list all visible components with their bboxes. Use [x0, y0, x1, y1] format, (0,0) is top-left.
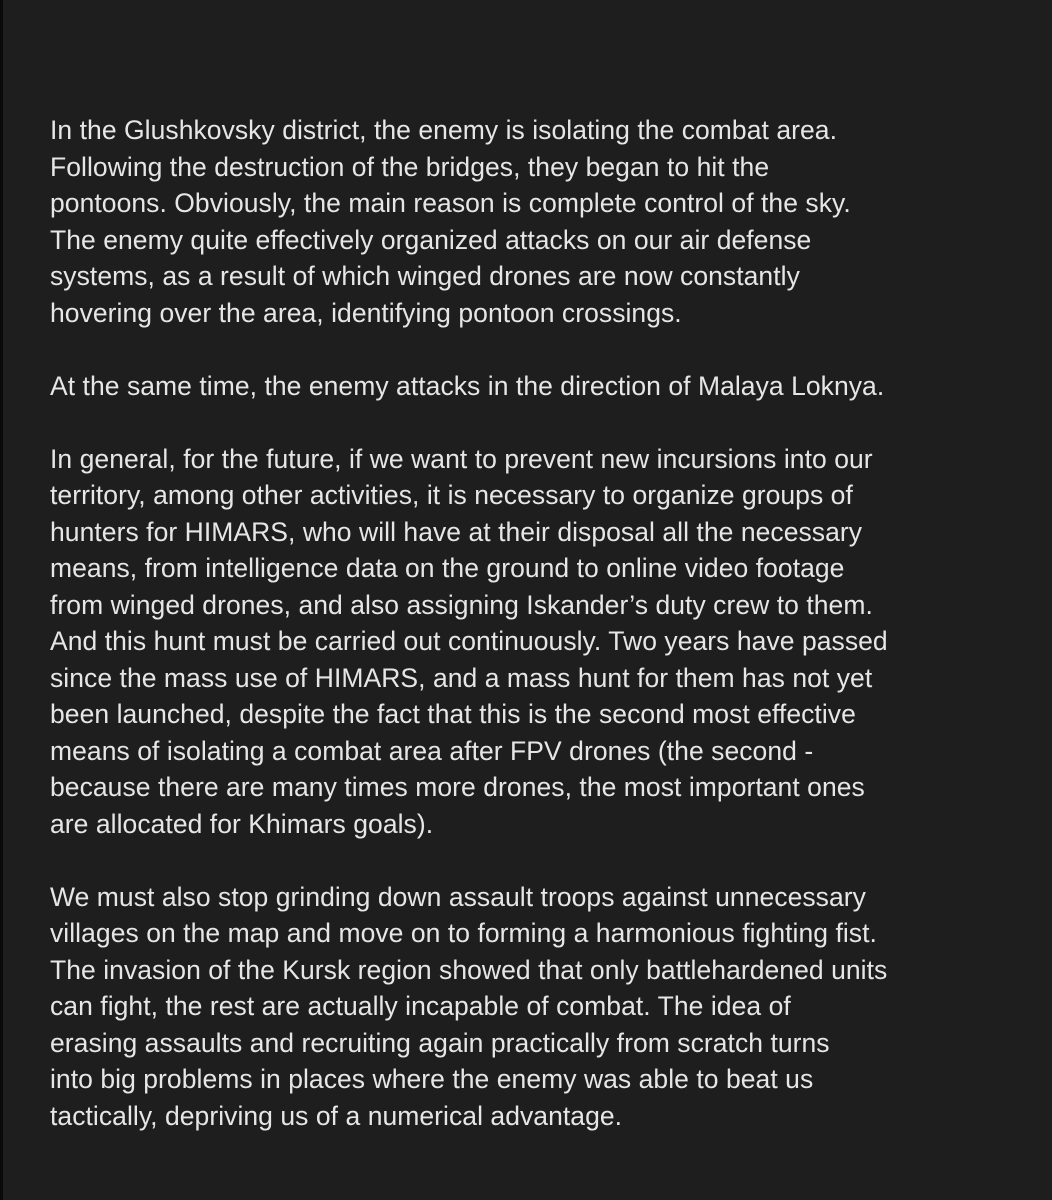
text-line: In the Glushkovsky district, the enemy is isolating the combat area.: [50, 115, 837, 145]
text-line: The invasion of the Kursk region showed that only battlehardened units: [50, 954, 888, 985]
text-line: are allocated for Khimars goals).: [50, 808, 434, 839]
text-line: erasing assaults and recruiting again practically from scratch turns: [50, 1027, 830, 1058]
text-line: At the same time, the enemy attacks in the direction of Malaya Loknya.: [50, 370, 885, 401]
text-line: Following the destruction of the bridges, they began to hit the: [50, 151, 770, 182]
text-line: means of isolating a combat area after FPV drones (the second -: [50, 735, 814, 766]
text-line: In general, for the future, if we want to prevent new incursions into our: [50, 443, 873, 474]
text-line: villages on the map and move on to forming a harmonious fighting fist.: [50, 918, 877, 948]
text-line: hovering over the area, identifying pontoon crossings.: [50, 297, 682, 328]
text-line: into big problems in places where the enemy was able to beat us: [50, 1064, 814, 1094]
text-line: been launched, despite the fact that this is the second most effective: [50, 699, 856, 729]
paragraph-3: [50, 441, 1045, 843]
text-line: hunters for HIMARS, who will have at their disposal all the necessary: [50, 516, 863, 547]
text-line: means, from intelligence data on the ground to online video footage: [50, 553, 845, 583]
text-line: We must also stop grinding down assault troops against unnecessary: [50, 881, 866, 912]
text-line: systems, as a result of which winged drones are now constantly: [50, 261, 800, 291]
text-line: since the mass use of HIMARS, and a mass hunt for them has not yet: [50, 662, 873, 693]
text-line: territory, among other activities, it is necessary to organize groups of: [50, 480, 853, 510]
paragraph-4: [50, 879, 1045, 1135]
text-line: tactically, depriving us of a numerical advantage.: [50, 1100, 623, 1131]
text-line: pontoons. Obviously, the main reason is complete control of the sky.: [50, 188, 851, 218]
paragraph-1: [50, 112, 1045, 331]
text-line: because there are many times more drones, the most important ones: [50, 772, 865, 802]
paragraph-2: [50, 368, 1045, 405]
text-line: from winged drones, and also assigning Iskander’s duty crew to them.: [50, 589, 873, 620]
note-body[interactable]: [50, 112, 1045, 1171]
text-line: And this hunt must be carried out continuously. Two years have passed: [50, 626, 888, 656]
text-line: can fight, the rest are actually incapable of combat. The idea of: [50, 991, 791, 1021]
text-line: The enemy quite effectively organized attacks on our air defense: [50, 224, 812, 255]
